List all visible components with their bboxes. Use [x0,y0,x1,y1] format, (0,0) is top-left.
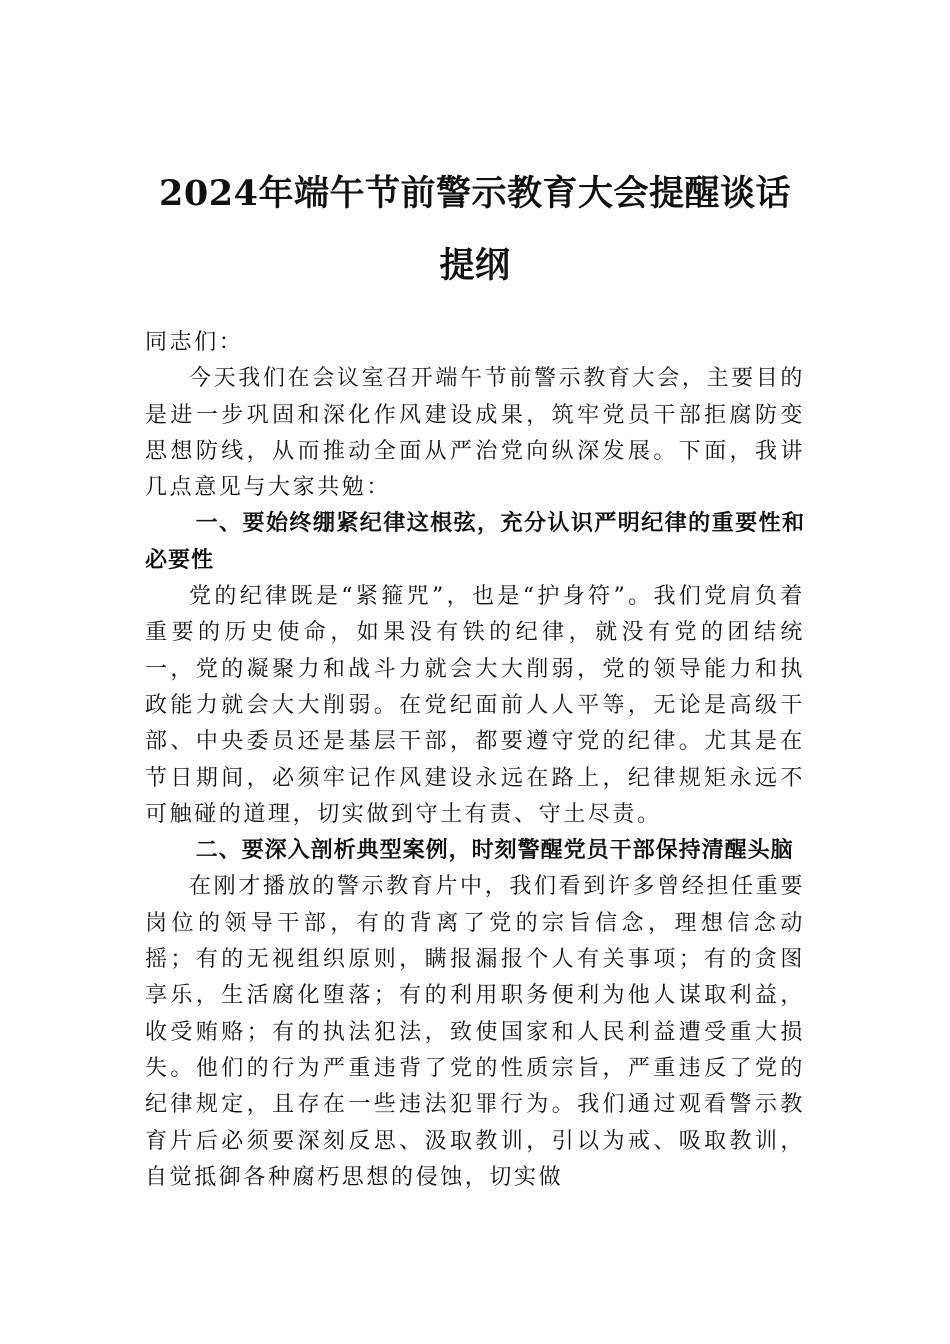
salutation: 同志们： [145,330,244,355]
intro-paragraph: 今天我们在会议室召开端午节前警示教育大会，主要目的是进一步巩固和深化作风建设成果，筑牢党员干部拒腐防变思想防线，从而推动全面从严治党向纵深发展。下面，我讲几点意见与大家共勉： [145,366,805,501]
document-title: 2024年端午节前警示教育大会提醒谈话提纲 [159,173,791,286]
section-paragraph-1: 党的纪律既是“紧箍咒”，也是“护身符”。我们党肩负着重要的历史使命，如果没有铁的纪律，就没有党的团结统一，党的凝聚力和战斗力就会大大削弱，党的领导能力和执政能力就会大大削弱。在党纪面前人人平等，无论是高级干部、中央委员还是基层干部，都要遵守党的纪律。尤其是在节日期间，必须牢记作风建设永远在路上，纪律规矩永远不可触碰的道理，切实做到守土有责、守土尽责。 [145,584,805,827]
document-body [145,325,805,1196]
section-paragraph-2: 在刚才播放的警示教育片中，我们看到许多曾经担任重要岗位的领导干部，有的背离了党的宗旨信念，理想信念动摇；有的无视组织原则，瞒报漏报个人有关事项；有的贪图享乐，生活腐化堕落；有的利用职务便利为他人谋取利益，收受贿赂；有的执法犯法，致使国家和人民利益遭受重大损失。他们的行为严重违背了党的性质宗旨，严重违反了党的纪律规定，且存在一些违法犯罪行为。我们通过观看警示教育片后必须要深刻反思、汲取教训，引以为戒、吸取教训，自觉抵御各种腐朽思想的侵蚀，切实做 [145,874,805,1190]
section-heading-2: 二、要深入剖析典型案例，时刻警醒党员干部保持清醒头脑 [195,838,794,864]
section-heading-1: 一、要始终绷紧纪律这根弦，充分认识严明纪律的重要性和必要性 [145,511,805,573]
